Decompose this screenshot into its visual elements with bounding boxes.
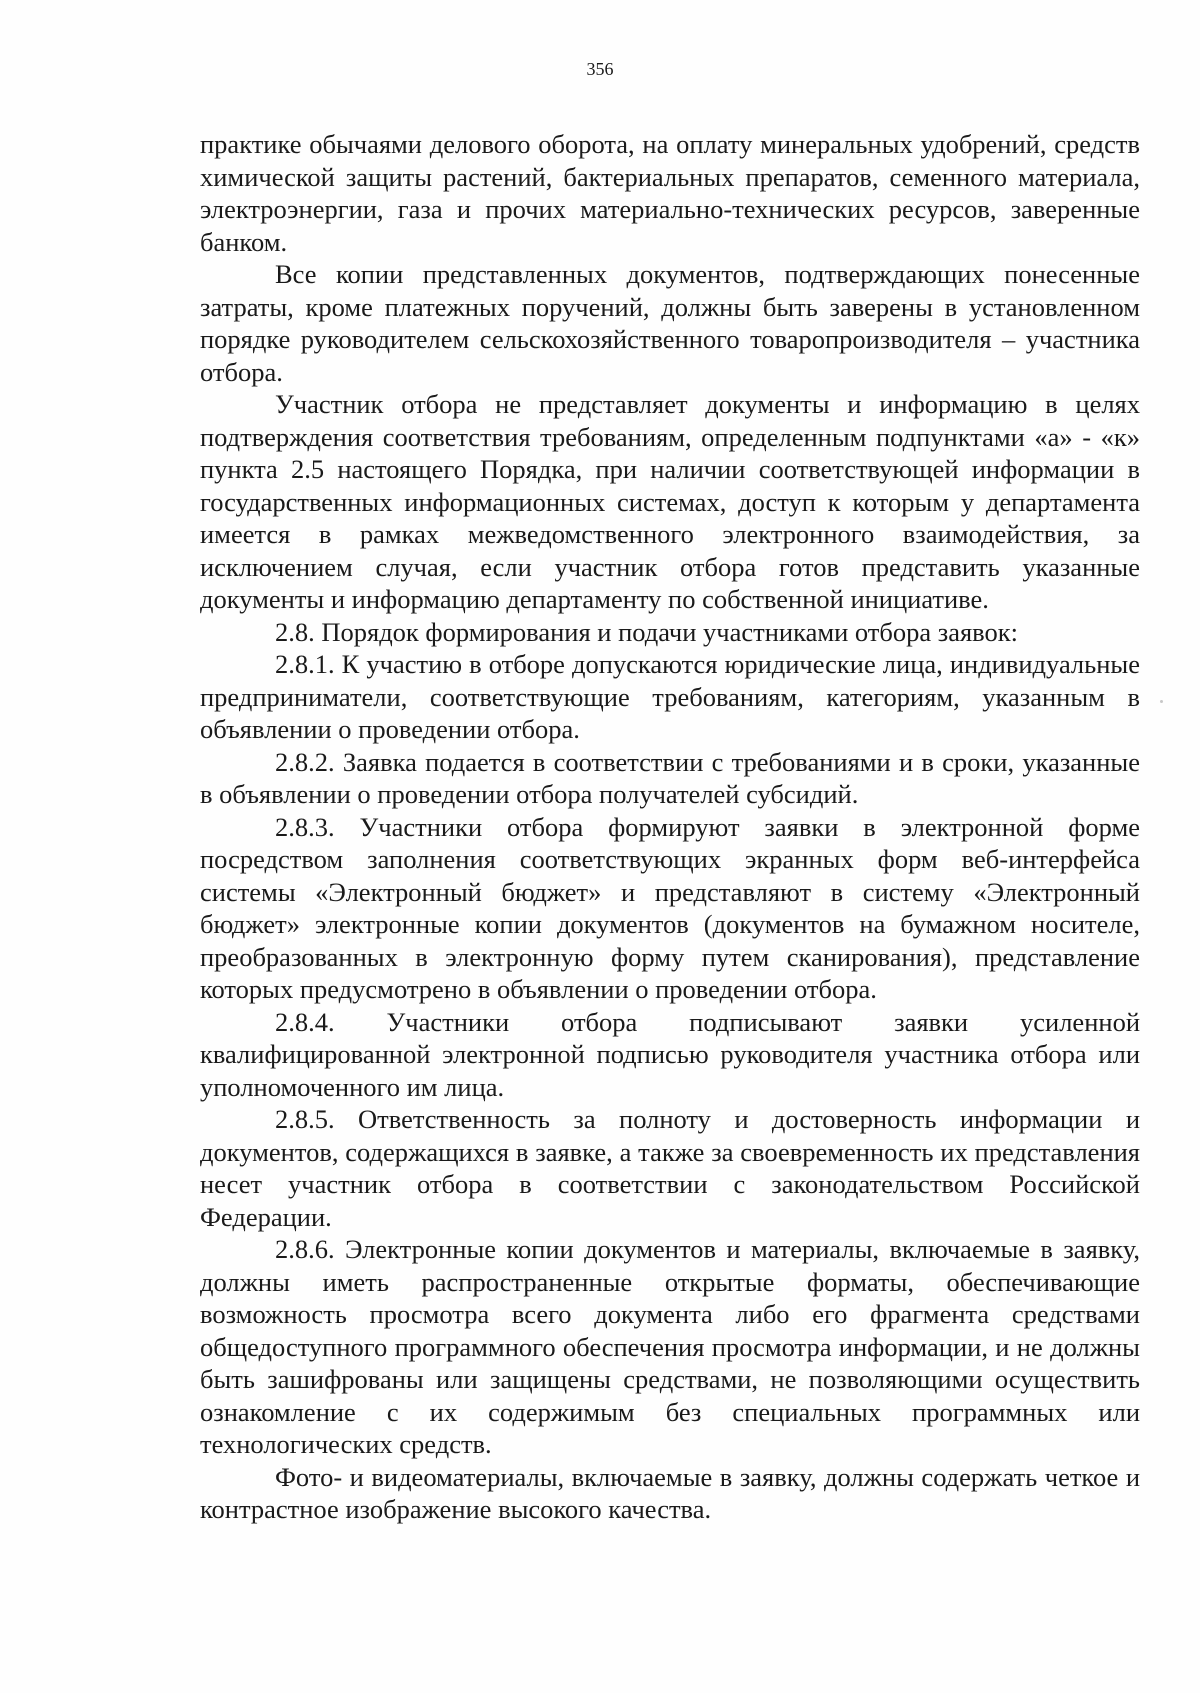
section-2-8-heading: 2.8. Порядок формирования и подачи участниками отбора заявок:: [275, 616, 1018, 647]
document-body: [200, 128, 1140, 1526]
clause-2-8-2: 2.8.2. Заявка подается в соответствии с требованиями и в сроки, указанные в объявлении о проведении отбора получателей субсидий.: [200, 746, 1140, 809]
clause-2-8-6: 2.8.6. Электронные копии документов и материалы, включаемые в заявку, должны иметь распространенные открытые форматы, обеспечивающие возможность просмотра всего документа либо его фрагмента средствами общедоступного программного обеспечения просмотра информации, и не должны быть зашифрованы или защищены средствами, не позволяющими осуществить ознакомление с их содержимым без специальных программных или технологических средств.: [200, 1234, 1140, 1459]
clause-2-8-1: 2.8.1. К участию в отборе допускаются юридические лица, индивидуальные предприниматели, соответствующие требованиям, категориям, указанным в объявлении о проведении отбора.: [200, 649, 1140, 744]
scan-speck: [1160, 700, 1163, 703]
paragraph-copies-certification: Все копии представленных документов, подтверждающих понесенные затраты, кроме платежных поручений, должны быть заверены в установленном порядке руководителем сельскохозяйственного товаропроизводителя – участника отбора.: [200, 259, 1140, 387]
clause-2-8-3: 2.8.3. Участники отбора формируют заявки в электронной форме посредством заполнения соответствующих экранных форм веб-интерфейса системы «Электронный бюджет» и представляют в систему «Электронный бюджет» электронные копии документов (документов на бумажном носителе, преобразованных в электронную форму путем сканирования), представление которых предусмотрено в объявлении о проведении отбора.: [200, 811, 1140, 1004]
page-number: 356: [586, 59, 614, 79]
paragraph-interagency-info: Участник отбора не представляет документы и информацию в целях подтверждения соответствия требованиям, определенным подпунктами «а» - «к» пункта 2.5 настоящего Порядка, при наличии соответствующей информации в государственных информационных системах, доступ к которым у департамента имеется в рамках межведомственного электронного взаимодействия, за исключением случая, если участник отбора готов представить указанные документы и информацию департаменту по собственной инициативе.: [200, 389, 1140, 614]
paragraph-photo-video: Фото- и видеоматериалы, включаемые в заявку, должны содержать четкое и контрастное изображение высокого качества.: [200, 1461, 1140, 1524]
clause-2-8-4: 2.8.4. Участники отбора подписывают заявки усиленной квалифицированной электронной подписью руководителя участника отбора или уполномоченного им лица.: [200, 1006, 1140, 1102]
paragraph-continuation: практике обычаями делового оборота, на оплату минеральных удобрений, средств химической защиты растений, бактериальных препаратов, семенного материала, электроэнергии, газа и прочих материально-технических ресурсов, заверенные банком.: [200, 129, 1140, 257]
clause-2-8-5: 2.8.5. Ответственность за полноту и достоверность информации и документов, содержащихся в заявке, а также за своевременность их представления несет участник отбора в соответствии с законодательством Российской Федерации.: [200, 1104, 1140, 1232]
